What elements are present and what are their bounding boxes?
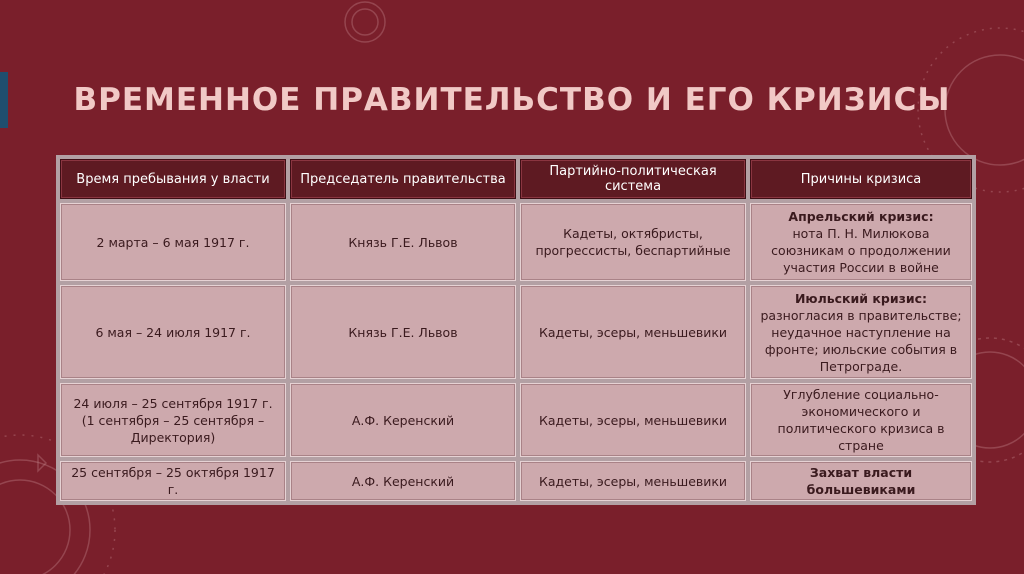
table-header-row (60, 159, 972, 199)
cause-text: разногласия в правительстве; неудачное наступление на фронте; июльские события в Петрограде. (760, 307, 962, 374)
period-cell: 25 сентября – 25 октября 1917 г. (60, 461, 286, 501)
parties-cell: Кадеты, октябристы, прогрессисты, беспартийные (520, 203, 746, 281)
chairman-cell: Князь Г.Е. Львов (290, 203, 516, 281)
cause-cell: Углубление социально-экономического и политического кризиса в стране (750, 383, 972, 457)
slide-title: ВРЕМЕННОЕ ПРАВИТЕЛЬСТВО И ЕГО КРИЗИСЫ (73, 82, 951, 118)
column-header-period: Время пребывания у власти (60, 159, 286, 199)
chairman-cell: А.Ф. Керенский (290, 461, 516, 501)
parties-cell: Кадеты, эсеры, меньшевики (520, 285, 746, 379)
table-row (60, 461, 972, 501)
cause-cell (750, 285, 972, 379)
cause-title: Июльский кризис: (794, 290, 928, 306)
column-header-parties: Партийно-политическая система (520, 159, 746, 199)
crisis-table (56, 155, 976, 505)
cause-cell (750, 203, 972, 281)
chairman-cell: Князь Г.Е. Львов (290, 285, 516, 379)
table-row (60, 383, 972, 457)
table-row (60, 285, 972, 379)
cause-cell: Захват власти большевиками (750, 461, 972, 501)
period-cell: 6 мая – 24 июля 1917 г. (60, 285, 286, 379)
parties-cell: Кадеты, эсеры, меньшевики (520, 383, 746, 457)
cause-title: Апрельский кризис: (788, 209, 934, 224)
column-header-chairman: Председатель правительства (290, 159, 516, 199)
column-header-causes: Причины кризиса (750, 159, 972, 199)
period-cell: 2 марта – 6 мая 1917 г. (60, 203, 286, 281)
period-cell: 24 июля – 25 сентября 1917 г. (1 сентября – 25 сентября – Директория) (60, 383, 286, 457)
chairman-cell: А.Ф. Керенский (290, 383, 516, 457)
parties-cell: Кадеты, эсеры, меньшевики (520, 461, 746, 501)
cause-text: нота П. Н. Милюкова союзникам о продолжении участия России в войне (771, 226, 951, 275)
table-row (60, 203, 972, 281)
